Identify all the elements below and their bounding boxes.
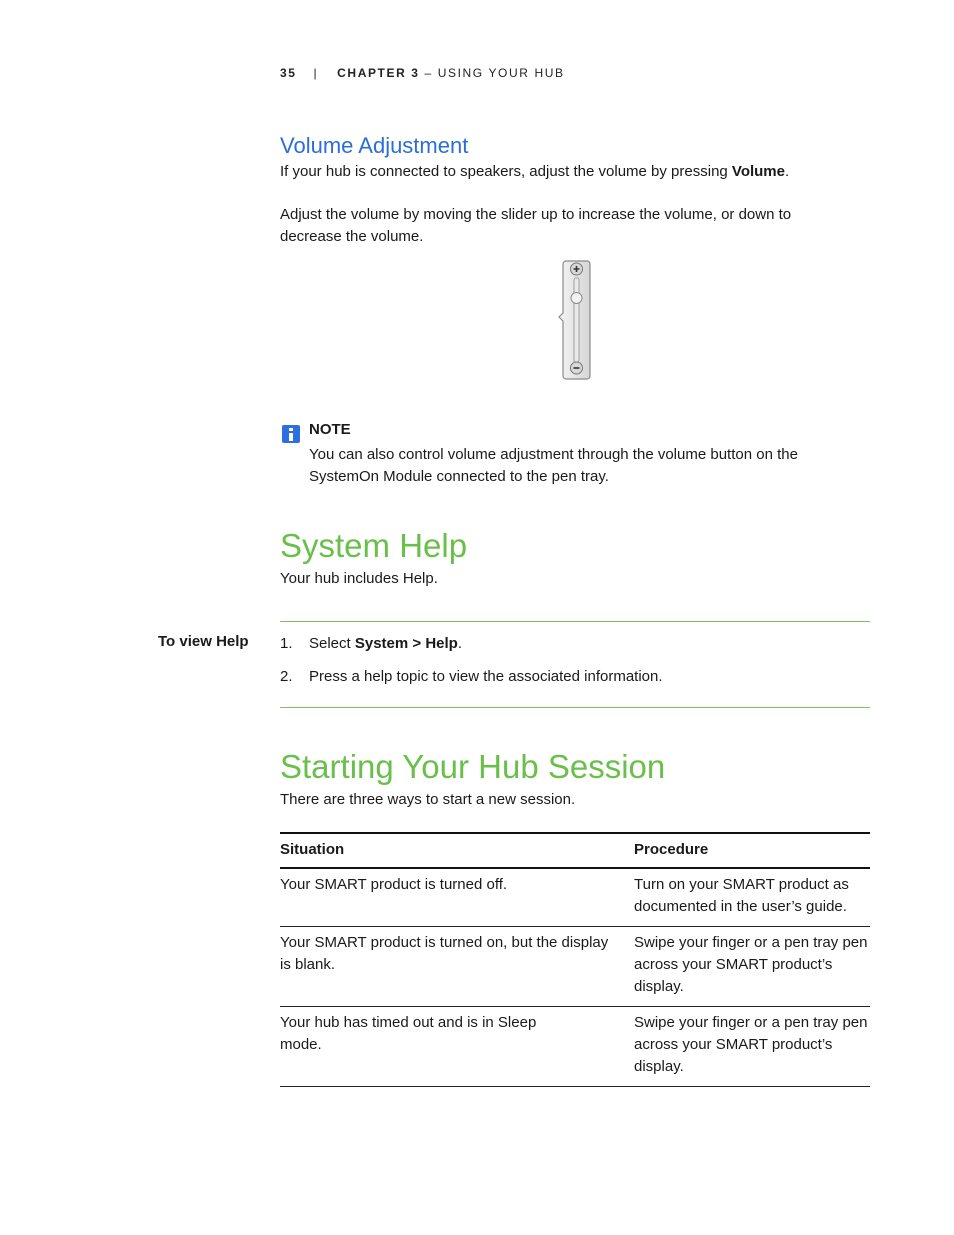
volume-button-ref: Volume <box>731 163 785 180</box>
procedure-title: To view Help <box>158 633 249 650</box>
table-cell: Swipe your finger or a pen tray pen across your SMART product’s display. <box>634 927 870 1007</box>
table-cell: Your SMART product is turned off. <box>280 868 634 927</box>
table-cell: Swipe your finger or a pen tray pen across your SMART product’s display. <box>634 1007 870 1087</box>
chapter-title: – USING YOUR HUB <box>419 66 565 80</box>
system-help-intro: Your hub includes Help. <box>280 570 438 587</box>
volume-p1-end: . <box>785 163 790 180</box>
header-separator: | <box>313 66 319 80</box>
volume-paragraph-2: Adjust the volume by moving the slider up to increase the volume, or down to decrease the volume. <box>280 206 792 245</box>
note-text: You can also control volume adjustment through the volume button on the SystemOn Module connected to the pen tray. <box>309 446 798 485</box>
system-help-heading: System Help <box>280 527 468 564</box>
running-header <box>280 66 565 80</box>
table-row <box>280 868 870 927</box>
session-intro: There are three ways to start a new session. <box>280 791 576 808</box>
procedure-top-rule <box>280 621 870 622</box>
step-text: Press a help topic to view the associated information. <box>309 668 663 685</box>
volume-slider-icon <box>556 258 596 382</box>
step-number: 1. <box>280 635 293 652</box>
menu-path: System > Help <box>354 635 458 652</box>
step-text: Select System > Help. <box>309 635 462 652</box>
info-icon <box>282 425 300 443</box>
table-row <box>280 1007 870 1087</box>
volume-heading: Volume Adjustment <box>280 133 469 158</box>
step-2 <box>280 666 663 688</box>
table-header-row <box>280 833 870 868</box>
page-number: 35 <box>280 66 297 80</box>
volume-p1-text: If your hub is connected to speakers, adjust the volume by pressing <box>280 163 732 180</box>
step-number: 2. <box>280 668 293 685</box>
table-row <box>280 927 870 1007</box>
chapter-label: CHAPTER 3 <box>337 66 420 80</box>
session-heading: Starting Your Hub Session <box>280 748 666 785</box>
volume-paragraph-1 <box>280 161 870 183</box>
note-title: NOTE <box>309 421 351 438</box>
table-cell: Turn on your SMART product as documented in the user’s guide. <box>634 868 870 927</box>
column-header: Procedure <box>634 833 870 868</box>
step-1 <box>280 633 462 655</box>
column-header: Situation <box>280 833 634 868</box>
procedure-bottom-rule <box>280 707 870 708</box>
table-cell: Your SMART product is turned on, but the display is blank. <box>280 927 634 1007</box>
table-cell: Your hub has timed out and is in Sleep mode. <box>280 1007 634 1087</box>
session-table <box>280 832 870 1087</box>
